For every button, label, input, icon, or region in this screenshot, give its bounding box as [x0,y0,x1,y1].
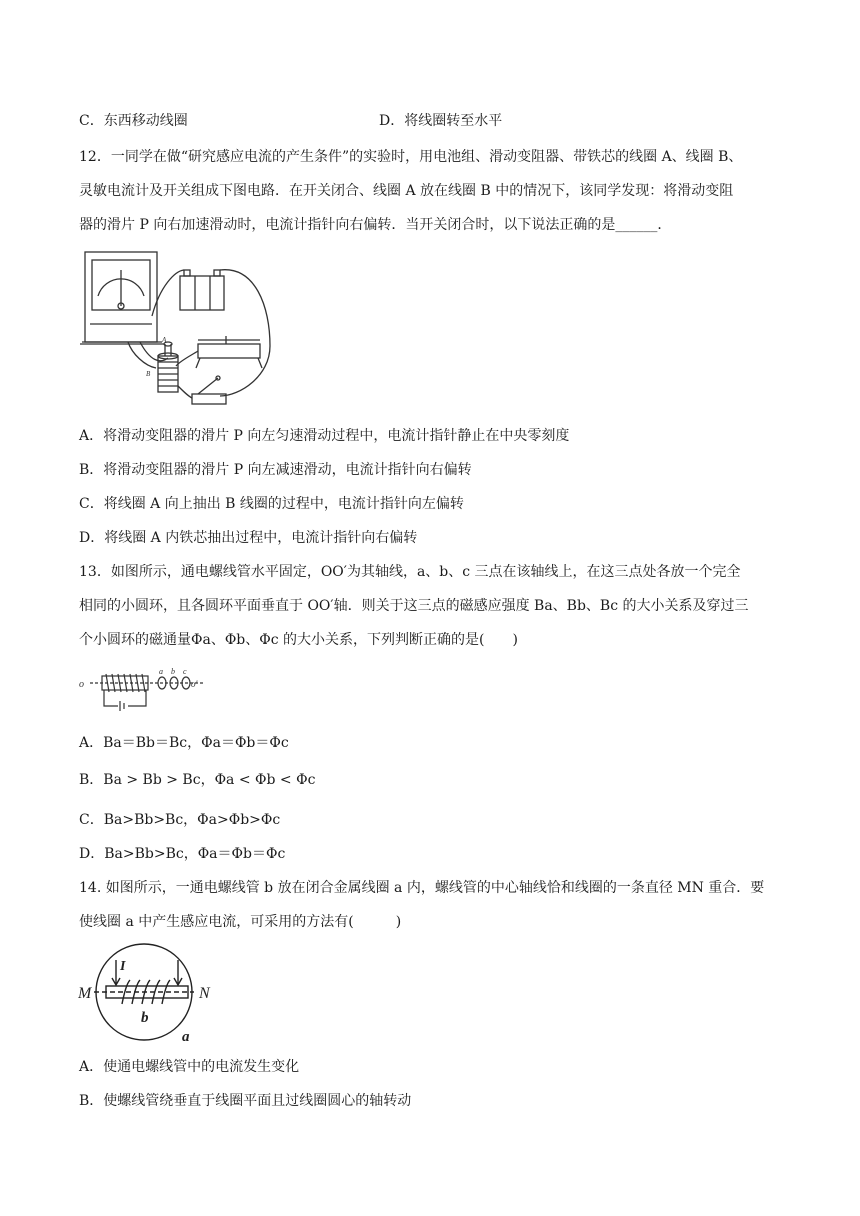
q13-option-b: B．Ba > Bb > Bc，Φa < Φb < Φc [79,772,316,788]
label-o-prime: o' [191,679,198,689]
label-m: M [78,985,92,1002]
q14-option-b: B．使螺线管绕垂直于线圈平面且过线圈圆心的轴转动 [79,1093,412,1109]
q12-option-c: C．将线圈 A 向上抽出 B 线圈的过程中，电流计指针向左偏转 [79,496,464,512]
rheostat-icon [198,344,260,358]
q13-option-a: A．Ba＝Bb＝Bc，Φa＝Φb＝Φc [79,735,289,751]
galvanometer-circuit-diagram [80,246,280,411]
q14-option-a: A．使通电螺线管中的电流发生变化 [79,1059,300,1075]
q13-option-d: D．Ba>Bb>Bc，Φa＝Φb＝Φc [79,846,286,862]
label-n: N [199,985,210,1002]
label-i: I [120,959,126,974]
q12-option-d: D．将线圈 A 内铁芯抽出过程中，电流计指针向右偏转 [79,530,418,546]
solenoid-axis-diagram [78,662,213,718]
q12-circuit-figure [80,246,280,415]
q13-option-c: C．Ba>Bb>Bc，Φa>Φb>Φc [79,812,281,828]
battery-pack-icon [180,276,224,310]
label-a: a [182,1029,190,1045]
q14-coil-figure [78,940,218,1049]
option-c: C．东西移动线圈 [79,113,188,129]
q12-option-a: A．将滑动变阻器的滑片 P 向左匀速滑动过程中，电流计指针静止在中央零刻度 [79,428,570,444]
label-a: a [159,667,163,676]
option-d: D．将线圈转至水平 [379,113,503,129]
q12-option-b: B．将滑动变阻器的滑片 P 向左减速滑动，电流计指针向右偏转 [79,462,472,478]
label-o: o [79,679,84,690]
coil-b-label: B [146,370,151,378]
q13-text-line2: 相同的小圆环，且各圆环平面垂直于 OO′轴．则关于这三点的磁感应强度 Ba、Bb、Bc 的大小关系及穿过三 [79,598,749,614]
q14-text-line1: 14. 如图所示，一通电螺线管 b 放在闭合金属线圈 a 内，螺线管的中心轴线恰和线圈的一条直径 MN 重合．要 [79,880,765,896]
q14-text-line2: 使线圈 a 中产生感应电流，可采用的方法有( ) [79,914,402,930]
label-c: c [183,667,187,676]
q13-text-line1: 13．如图所示，通电螺线管水平固定，OO′为其轴线，a、b、c 三点在该轴线上，在这三点处各放一个完全 [79,564,741,580]
label-b: b [141,1010,149,1026]
coil-a-label: A [162,336,167,344]
q12-text-line2: 灵敏电流计及开关组成下图电路．在开关闭合、线圈 A 放在线圈 B 中的情况下，该同学发现：将滑动变阻 [79,183,734,199]
q13-text-line3: 个小圆环的磁通量Φa、Φb、Φc 的大小关系，下列判断正确的是( ) [79,632,518,648]
label-b: b [171,667,175,676]
q12-text-line1: 12．一同学在做“研究感应电流的产生条件”的实验时，用电池组、滑动变阻器、带铁芯的线圈 A、线圈 B、 [79,149,743,165]
q12-text-line3: 器的滑片 P 向右加速滑动时，电流计指针向右偏转．当开关闭合时，以下说法正确的是______． [79,217,672,233]
q13-solenoid-figure [78,662,213,722]
coil-solenoid-diagram [78,940,218,1045]
